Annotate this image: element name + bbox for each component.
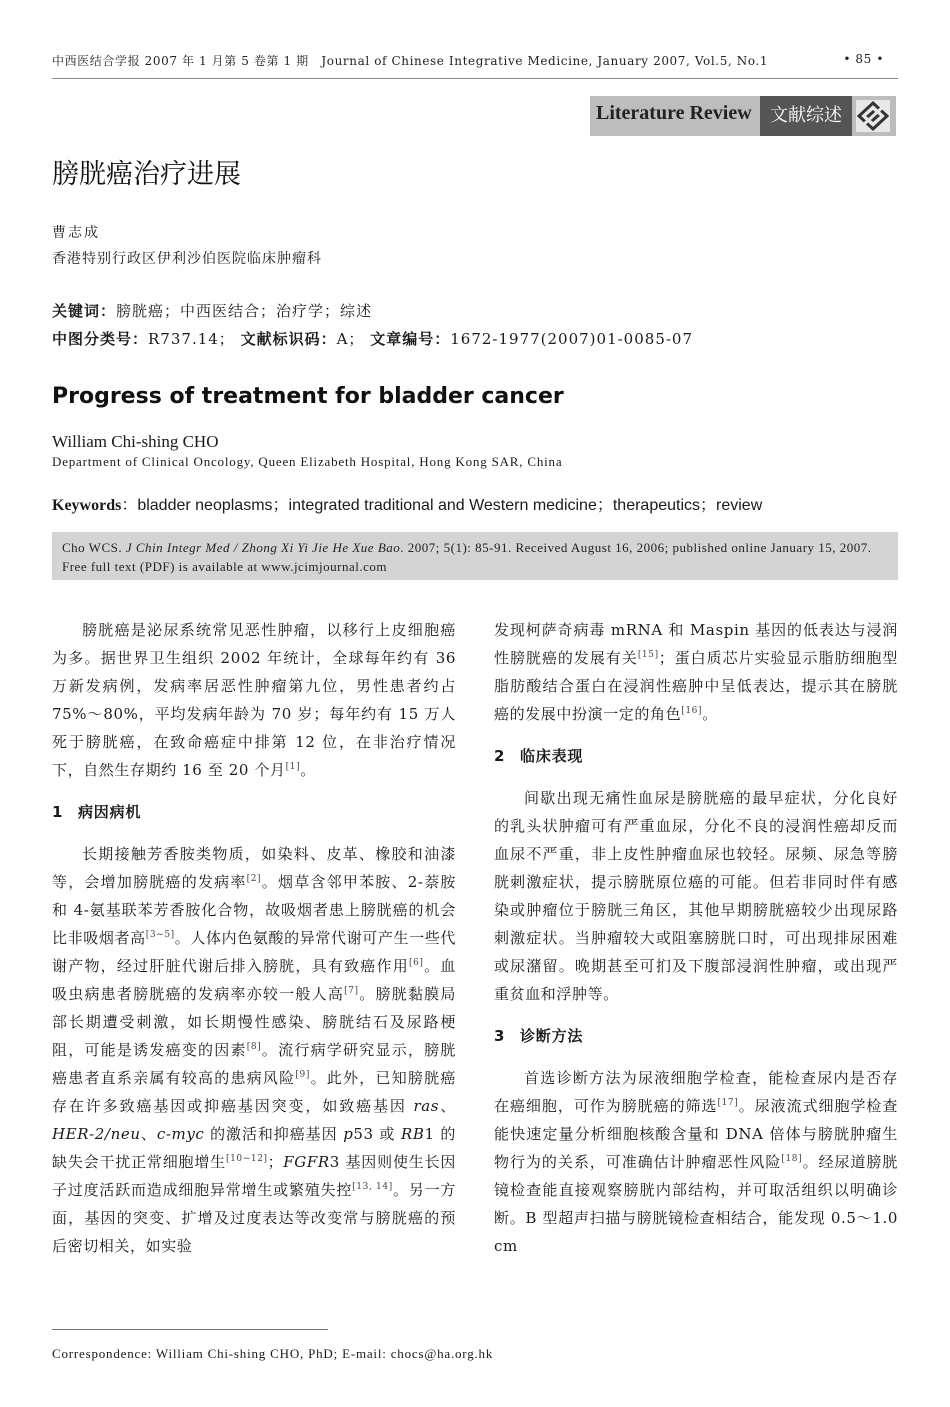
- gene-number: 53: [353, 1125, 374, 1143]
- separator: 、: [140, 1125, 157, 1143]
- article-title-chinese: 膀胱癌治疗进展: [52, 159, 241, 190]
- gene-name: ras: [413, 1097, 440, 1115]
- etiology-paragraph: [52, 840, 456, 1260]
- section-badge: [590, 96, 896, 136]
- affiliation-english: Department of Clinical Oncology, Queen Elizabeth Hospital, Hong Kong SAR, China: [52, 454, 563, 469]
- etiology-continued-paragraph: [494, 616, 898, 728]
- author-english: William Chi-shing CHO: [52, 432, 219, 451]
- citation-ref: [1]: [285, 762, 301, 772]
- citation-ref: [17]: [717, 1098, 739, 1108]
- etiology-text: 。此外，已知膀胱癌存在许多致癌基因或抑癌基因突变，如致癌基因: [52, 1069, 456, 1115]
- classification-line: [52, 328, 693, 349]
- section-number: 1: [52, 803, 64, 821]
- correspondence-footnote: Correspondence: William Chi-shing CHO, PhD; E-mail: chocs@ha.org.hk: [52, 1346, 494, 1361]
- citation-ref: [3~5]: [145, 930, 175, 940]
- etiology-text: 。人体内色氨酸的异常代谢可产生一些代谢产物，经过肝脏代谢后排入膀胱，具有致癌作用: [52, 929, 456, 975]
- etiology-text: 。烟草含邻甲苯胺、2-萘胺和 4-氨基联苯芳香胺化合物，故吸烟者患上膀胱癌的机会比非吸烟者高: [52, 873, 456, 947]
- etiology-text: 。膀胱黏膜局部长期遭受刺激，如长期慢性感染、膀胱结石及尿路梗阻，可能是诱发癌变的因素: [52, 985, 456, 1059]
- citation-journal: J Chin Integr Med / Zhong Xi Yi Jie He Xue Bao: [125, 540, 401, 555]
- citation-ref: [15]: [637, 650, 659, 660]
- keywords-english: [52, 492, 762, 515]
- article-number-value: 1672-1977(2007)01-0085-07: [450, 330, 694, 348]
- etiology-text: 。流行病学研究显示，膀胱癌患者直系亲属有较高的患病风险: [52, 1041, 456, 1087]
- clc-value: R737.14；: [148, 330, 235, 348]
- etiology-text: 发现柯萨奇病毒 mRNA 和 Maspin 基因的低表达与浸润性膀胱癌的发展有关: [494, 621, 898, 667]
- citation-ref: [16]: [681, 706, 703, 716]
- etiology-text: 的激活和抑癌基因: [204, 1125, 344, 1143]
- etiology-text: ；: [267, 1153, 284, 1171]
- clinical-paragraph: 间歇出现无痛性血尿是膀胱癌的最早症状，分化良好的乳头状肿瘤可有严重血尿，分化不良的浸润性癌却反而血尿不严重，非上皮性肿瘤血尿也较轻。尿频、尿急等膀胱刺激症状，提示膀胱原位癌的可能。但若非同时伴有感染或肿瘤位于膀胱三角区，其他早期膀胱癌较少出现尿路刺激症状。当肿瘤较大或阻塞膀胱口时，可出现排尿困难或尿潴留。晚期甚至可扪及下腹部浸润性肿瘤，或出现严重贫血和浮肿等。: [494, 789, 898, 1003]
- section-heading-etiology: [52, 798, 456, 826]
- keywords-english-text: ：bladder neoplasms；integrated traditional and Western medicine；therapeutics；review: [121, 497, 763, 514]
- etiology-text: ；蛋白质芯片实验显示脂肪细胞型脂肪酸结合蛋白在浸润性癌肿中呈低表达，提示其在膀胱癌的发展中扮演一定的角色: [494, 649, 898, 723]
- citation-ref: [7]: [344, 986, 359, 996]
- keywords-chinese: [52, 300, 372, 321]
- citation-details: . 2007; 5(1): 85-91. Received August 16, 2006; published online January 15, 2007. Free full text (PDF) is available at www.jcimjournal.com: [62, 540, 872, 574]
- intro-text: 膀胱癌是泌尿系统常见恶性肿瘤，以移行上皮细胞癌为多。据世界卫生组织 2002 年统计，全球每年约有 36 万新发病例，发病率居恶性肿瘤第九位，男性患者约占 75%～80%，平均发病年龄为 70 岁；每年约有 15 万人死于膀胱癌，在致命癌症中排第 12 位，在非治疗情况下，自然生存期约 16 至 20 个月: [52, 621, 456, 779]
- section-label-english: Literature Review: [596, 102, 752, 124]
- section-number: 3: [494, 1027, 506, 1045]
- article-number-label: 文章编号：: [370, 330, 451, 348]
- citation-box: [52, 532, 898, 580]
- section-title: 临床表现: [520, 747, 584, 765]
- citation-ref: [13, 14]: [352, 1182, 393, 1192]
- clc-label: 中图分类号：: [52, 330, 149, 348]
- gene-name: HER-2/neu: [52, 1125, 141, 1143]
- gene-name: p: [343, 1125, 354, 1143]
- gene-name: c-myc: [156, 1125, 205, 1143]
- journal-logo-icon: [856, 100, 890, 132]
- section-number: 2: [494, 747, 506, 765]
- etiology-text: 长期接触芳香胺类物质，如染料、皮革、橡胶和油漆等，会增加膀胱癌的发病率: [52, 845, 456, 891]
- document-code-value: A；: [336, 330, 365, 348]
- running-header: [52, 52, 898, 79]
- section-heading-diagnosis: [494, 1022, 898, 1050]
- citation-ref: [8]: [246, 1042, 262, 1052]
- gene-name: FGFR: [283, 1153, 330, 1171]
- section-title: 病因病机: [78, 803, 142, 821]
- article-title-english: Progress of treatment for bladder cancer: [52, 384, 564, 409]
- gene-name: RB: [401, 1125, 425, 1143]
- citation-prefix: Cho WCS.: [62, 540, 126, 555]
- keywords-english-label: Keywords: [52, 497, 122, 514]
- body-column-left: [52, 616, 456, 1260]
- section-title: 诊断方法: [520, 1027, 584, 1045]
- intro-end: 。: [300, 761, 316, 779]
- journal-running-title: 中西医结合学报 2007 年 1 月第 5 卷第 1 期 Journal of Chinese Integrative Medicine, January 2007, Vol.5, No.1: [52, 54, 769, 68]
- etiology-text: 或: [373, 1125, 402, 1143]
- etiology-text: 1 的缺失会干扰正常细胞增生: [52, 1125, 456, 1171]
- section-label-chinese: 文献综述: [760, 96, 852, 136]
- citation-ref: [2]: [246, 874, 262, 884]
- diagnosis-paragraph: [494, 1064, 898, 1260]
- citation-ref: [6]: [408, 958, 424, 968]
- author-chinese: 曹志成: [52, 225, 100, 241]
- citation-ref: [18]: [781, 1154, 803, 1164]
- etiology-text: 。血吸虫病患者膀胱癌的发病率亦较一般人高: [52, 957, 456, 1003]
- keywords-chinese-text: 膀胱癌；中西医结合；治疗学；综述: [116, 302, 373, 320]
- document-code-label: 文献标识码：: [240, 330, 337, 348]
- separator: 、: [439, 1097, 456, 1115]
- section-heading-clinical: [494, 742, 898, 770]
- diagnosis-text: 首选诊断方法为尿液细胞学检查，能检查尿内是否存在癌细胞，可作为膀胱癌的筛选: [494, 1069, 898, 1115]
- keywords-chinese-label: 关键词：: [52, 302, 117, 320]
- diagnosis-text: 。经尿道膀胱镜检查能直接观察膀胱内部结构，并可取活组织以明确诊断。B 型超声扫描与膀胱镜检查相结合，能发现 0.5～1.0 cm: [494, 1153, 898, 1255]
- citation-ref: [9]: [295, 1070, 310, 1080]
- intro-paragraph: [52, 616, 456, 784]
- footnote-divider: [52, 1329, 328, 1330]
- etiology-text: 3 基因则使生长因子过度活跃而造成细胞异常增生或繁殖失控: [52, 1153, 456, 1199]
- citation-ref: [10~12]: [225, 1154, 268, 1164]
- affiliation-chinese: 香港特别行政区伊利沙伯医院临床肿瘤科: [52, 251, 322, 267]
- etiology-text: 。另一方面，基因的突变、扩增及过度表达等改变常与膀胱癌的预后密切相关，如实验: [52, 1181, 457, 1255]
- etiology-text: 。: [702, 705, 718, 723]
- body-column-right: [494, 616, 898, 1260]
- diagnosis-text: 。尿液流式细胞学检查能快速定量分析细胞核酸含量和 DNA 倍体与膀胱肿瘤生物行为的关系，可准确估计肿瘤恶性风险: [494, 1097, 898, 1171]
- page-number: • 85 •: [843, 52, 884, 66]
